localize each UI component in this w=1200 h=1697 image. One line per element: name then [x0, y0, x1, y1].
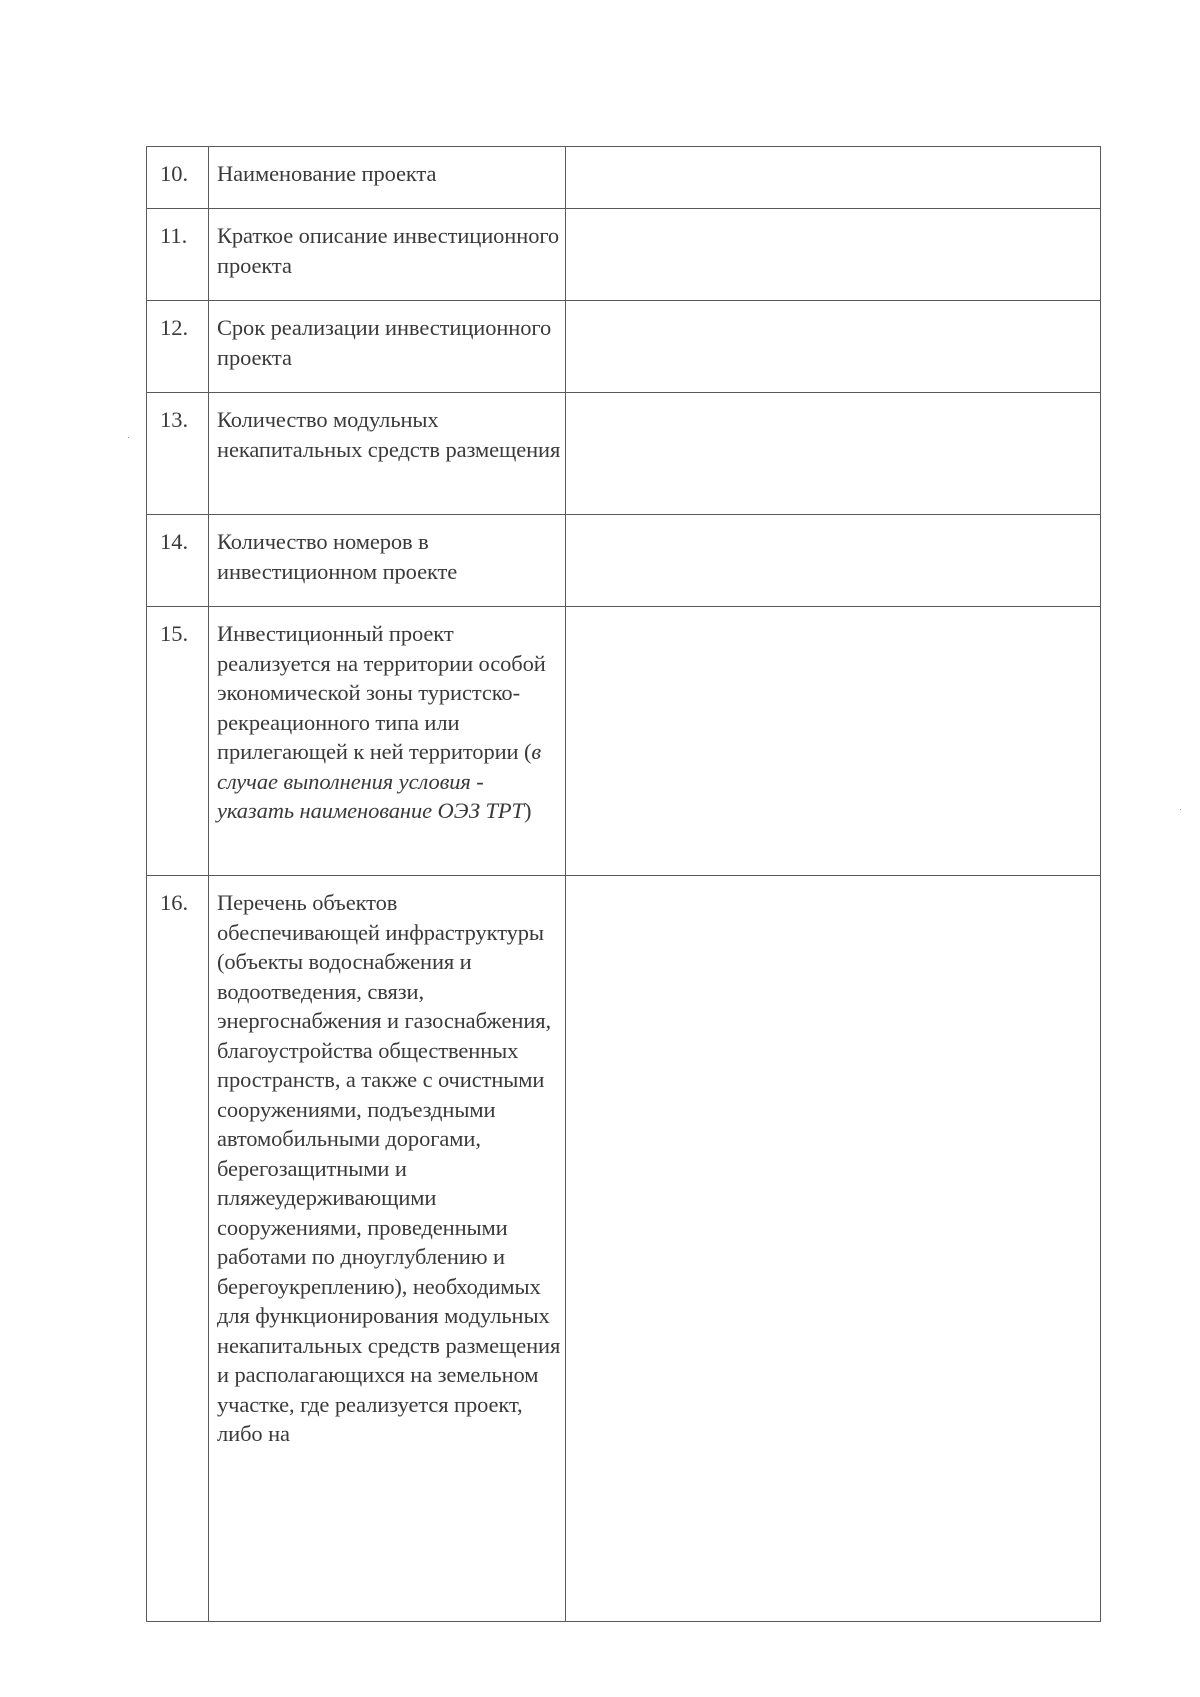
investment-project-form-table: [146, 146, 1101, 1622]
row-value-field[interactable]: [566, 209, 1101, 301]
row-number: 13.: [147, 393, 209, 515]
row-value-field[interactable]: [566, 515, 1101, 607]
table-row: [147, 393, 1101, 515]
table-row: [147, 876, 1101, 1622]
row-label-close: ): [523, 798, 532, 823]
scan-speck: [1180, 809, 1181, 810]
row-label-text: Инвестиционный проект реализуется на территории особой экономической зоны туристско-рекреационного типа или прилегающей к ней территории (: [217, 621, 546, 764]
row-label: [209, 607, 566, 876]
row-label: [209, 147, 566, 209]
table-row: [147, 209, 1101, 301]
table-row: [147, 607, 1101, 876]
row-value-field[interactable]: [566, 607, 1101, 876]
row-label-text: Наименование проекта: [217, 161, 437, 186]
row-label-text: Перечень объектов обеспечивающей инфраструктуры (объекты водоснабжения и водоотведения, связи, энергоснабжения и газоснабжения, благоустройства общественных пространств, а также с очистными сооружениями, подъездными автомобильными дорогами, берегозащитными и пляжеудерживающими сооружениями, проведенными работами по дноуглублению и берегоукреплению), необходимых для функционирования модульных некапитальных средств размещения и располагающихся на земельном участке, где реализуется проект, либо на: [217, 890, 561, 1446]
row-value-field[interactable]: [566, 393, 1101, 515]
row-value-field[interactable]: [566, 301, 1101, 393]
table-row: [147, 515, 1101, 607]
row-label-text: Количество номеров в инвестиционном проекте: [217, 529, 458, 584]
scan-speck: [128, 437, 129, 438]
row-label-text: Количество модульных некапитальных средств размещения: [217, 407, 561, 462]
row-number: 10.: [147, 147, 209, 209]
row-number: 12.: [147, 301, 209, 393]
row-label-note: в случае выполнения условия - указать наименование ОЭЗ ТРТ: [217, 739, 542, 823]
row-label: [209, 876, 566, 1622]
row-label: [209, 515, 566, 607]
row-label: [209, 209, 566, 301]
table-row: [147, 147, 1101, 209]
row-number: 14.: [147, 515, 209, 607]
row-label-text: Краткое описание инвестиционного проекта: [217, 223, 560, 278]
row-number: 11.: [147, 209, 209, 301]
table-row: [147, 301, 1101, 393]
row-number: 16.: [147, 876, 209, 1622]
row-number: 15.: [147, 607, 209, 876]
row-label: [209, 393, 566, 515]
row-label: [209, 301, 566, 393]
row-value-field[interactable]: [566, 147, 1101, 209]
row-label-text: Срок реализации инвестиционного проекта: [217, 315, 552, 370]
row-value-field[interactable]: [566, 876, 1101, 1622]
